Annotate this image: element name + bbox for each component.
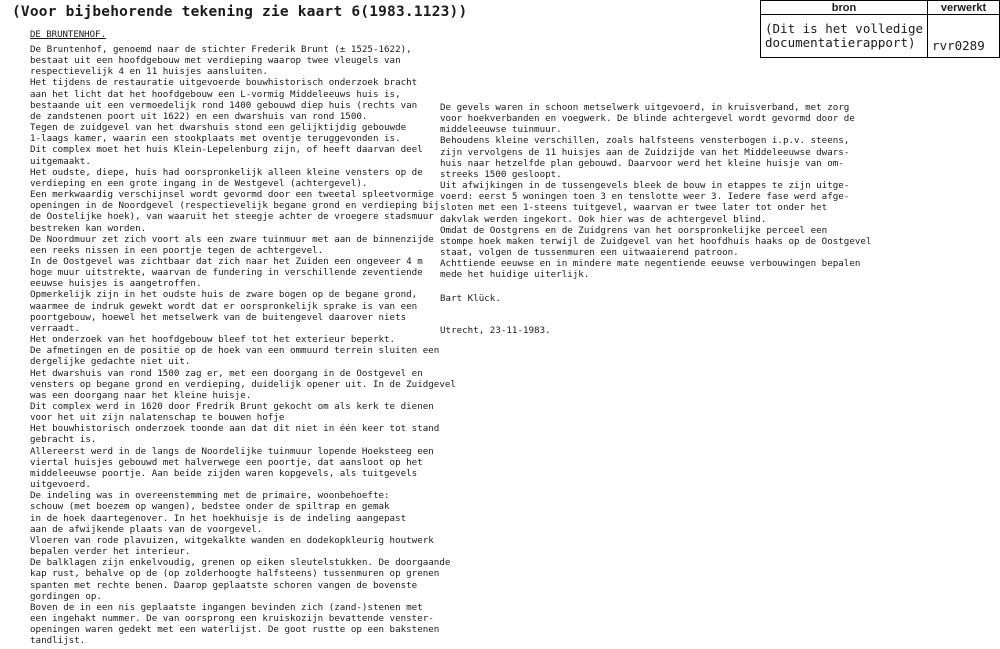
header-note: (Voor bijbehorende tekening zie kaart 6(1983.1123)) (12, 4, 468, 20)
report-text-left: De Bruntenhof, genoemd naar de stichter Frederik Brunt (± 1525-1622), bestaat uit een hoofdgebouw met verdieping waarop twee vleugels van respectievelijk 4 en 11 huisjes aansluiten. Het tijdens de restauratie uitgevoerde bouwhistorisch onderzoek bracht aan het licht dat het hoofdgebouw een L-vormig Middeleeuws huis is, bestaande uit een vermoedelijk rond 1400 gebouwd diep huis (rechts van de zandstenen poort uit 1622) en een dwarshuis van rond 1500. Tegen de zuidgevel van het dwarshuis stond een gelijktijdig gebouwde 1-laags kamer, waarin een stookplaats met oventje teruggevonden is. Dit complex moet het huis Klein-Lepelenburg zijn, of heeft daarvan deel uitgemaakt. Het oudste, diepe, huis had oorspronkelijk alleen kleine vensters op de verdieping en een grote ingang in de Westgevel (achtergevel). Een merkwaardig verschijnsel wordt gevormd door een tweetal spleetvormige openingen in de Noordgevel (respectievelijk begane grond en verdieping bij de Oostelijke hoek), van waaruit het steegje achter de vroegere stadsmuur bestreken kan worden. De Noordmuur zet zich voort als een zware tuinmuur met aan de binnenzijde een reeks nissen in een poortje tegen de achtergevel. In de Oostgevel was zichtbaar dat zich naar het Zuiden een ongeveer 4 m hoge muur uitstrekte, waarvan de fundering in verschillende zeventiende eeuwse huisjes is aangetroffen. Opmerkelijk zijn in het oudste huis de zware bogen op de begane grond, waarmee de indruk gewekt wordt dat er oorspronkelijk sprake is van een poortgebouw, hoewel het metselwerk van de buitengevel daarover niets verraadt. Het onderzoek van het hoofdgebouw bleef tot het exterieur beperkt. De afmetingen en de positie op de hoek van een ommuurd terrein sluiten een dergelijke gedachte niet uit. Het dwarshuis van rond 1500 zag er, met een doorgang in de Oostgevel en vensters op begane grond en verdieping, duidelijk opener uit. In de Zuidgevel was een doorgang naar het kleine huisje. Dit complex werd in 1620 door Fredrik Brunt gekocht om als kerk te dienen voor het uit zijn nalatenschap te bouwen hofje Het bouwhistorisch onderzoek toonde aan dat dit niet in één keer tot stand gebracht is. Allereerst werd in de langs de Noordelijke tuinmuur lopende Hoeksteeg een viertal huisjes gebouwd met halverwege een poortje, dat aansloot op het middeleeuwse poortje. Aan beide zijden waren kopgevels, als tuitgevels uitgevoerd. De indeling was in overeenstemming met de primaire, woonbehoefte: schouw (met boezem op wangen), bedstee onder de spiltrap en gemak in de hoek daartegenover. In het hoekhuisje is de indeling aangepast aan de afwijkende plaats van de voorgevel. Vloeren van rode plavuizen, witgekalkte wanden en dodekopkleurig houtwerk bepalen verder het interieur. De balklagen zijn enkelvoudig, grenen op eiken sleutelstukken. De doorgaande kap rust, behalve op de (op zolderhoogte halfsteens) tussenmuren op grenen spanten met rechte benen. Daarop geplaatste schoren vangen de bovenste gordingen op. Boven de in een nis geplaatste ingangen bevinden zich (zand-)stenen met een ingehakt nummer. De van oorsprong een kruiskozijn bevattende venster- openingen waren gedekt met een waterlijst. De goot rustte op een bakstenen tandlijst. (30, 44, 456, 647)
bron-value: (Dit is het volledige documentatierapport) (761, 15, 928, 58)
place-date: Utrecht, 23-11-1983. (440, 325, 551, 336)
author-signature: Bart Klück. (440, 293, 501, 304)
report-text-right: De gevels waren in schoon metselwerk uitgevoerd, in kruisverband, met zorg voor hoekverbanden en voegwerk. De blinde achtergevel wordt gevormd door de middeleeuwse tuinmuur. Behoudens kleine verschillen, zoals halfsteens vensterbogen i.p.v. steens, zijn vervolgens de 11 huisjes aan de Zuidzijde van het Middeleeuwse dwars- huis naar hetzelfde plan gebouwd. Daarvoor werd het kleine huisje van om- streeks 1500 gesloopt. Uit afwijkingen in de tussengevels bleek de bouw in etappes te zijn uitge- voerd: eerst 5 woningen toen 3 en tenslotte weer 3. Iedere fase werd afge- sloten met een 1-steens tuitgevel, waarvan er twee later tot onder het dakvlak werden ingekort. Ook hier was de achtergevel blind. Omdat de Oostgrens en de Zuidgrens van het oorspronkelijke perceel een stompe hoek maken terwijl de Zuidgevel van het hoofdhuis haaks op de Oostgevel staat, volgen de tussenmuren een uitwaaierend patroon. Achttiende eeuwse en in mindere mate negentiende eeuwse verbouwingen bepalen mede het huidige uiterlijk. (440, 102, 872, 281)
verwerkt-value: rvr0289 (928, 15, 1000, 58)
verwerkt-label: verwerkt (928, 1, 1000, 15)
section-title: DE BRUNTENHOF. (30, 30, 106, 40)
meta-table (760, 0, 1000, 58)
bron-label: bron (761, 1, 928, 15)
